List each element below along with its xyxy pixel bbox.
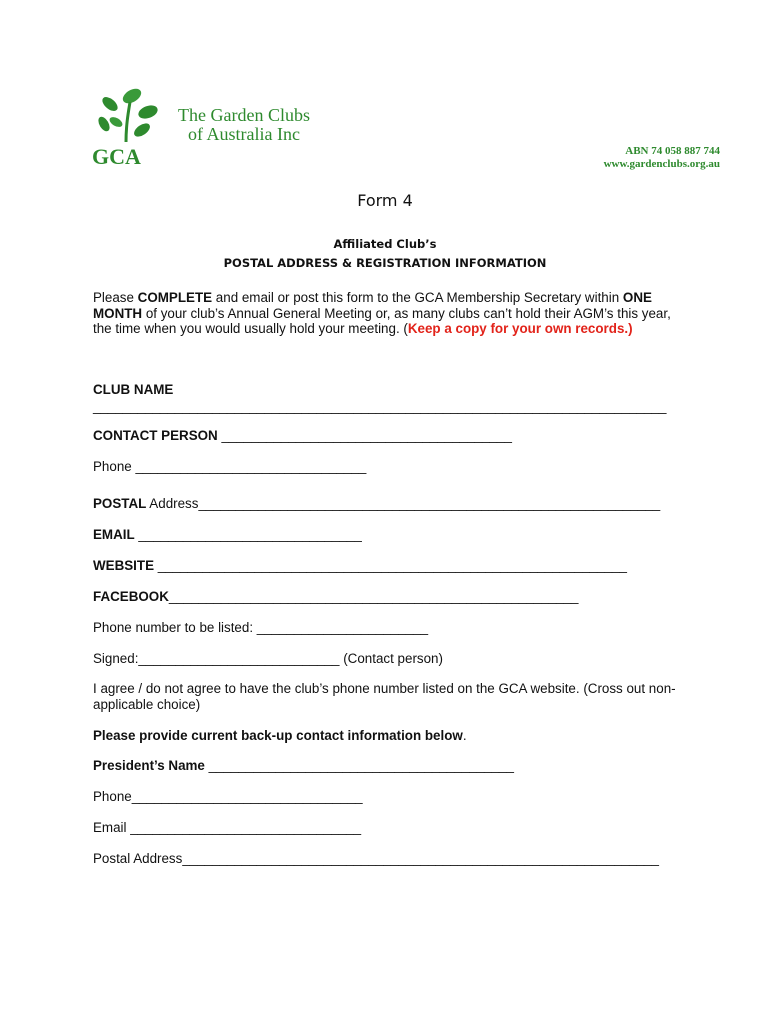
form-subtitle-1: Affiliated Club’s <box>333 237 437 251</box>
backup-phone-label: Phone <box>93 789 132 804</box>
form-subtitle-2: POSTAL ADDRESS & REGISTRATION INFORMATION <box>223 256 547 270</box>
facebook-field[interactable]: _______________________________________________________ <box>168 589 579 604</box>
backup-phone-field[interactable]: _______________________________ <box>131 789 363 804</box>
svg-text:GCA: GCA <box>92 144 141 168</box>
email-row <box>93 527 362 543</box>
signed-suffix: (Contact person) <box>339 651 443 666</box>
website-label: WEBSITE <box>93 558 155 573</box>
intro-paragraph: Please COMPLETE and email or post this form to the GCA Membership Secretary within ONE MONTH of your club’s Annual General Meeting or, as many clubs can’t hold their AGM’s this year, the time when you would usually hold your meeting. (Keep a copy for your own records.) <box>93 290 671 336</box>
org-name <box>178 106 310 144</box>
backup-email-row <box>93 820 361 836</box>
facebook-label: FACEBOOK <box>93 589 169 604</box>
backup-postal-row <box>93 851 659 867</box>
facebook-row <box>93 589 579 605</box>
postal-label-bold: POSTAL <box>93 496 147 511</box>
postal-address-row <box>93 496 660 512</box>
org-name-line1: The Garden Clubs <box>178 105 310 125</box>
website-field[interactable]: _______________________________________________________________ <box>154 558 627 573</box>
backup-phone-row <box>93 789 363 805</box>
contact-person-row <box>93 428 512 444</box>
agree-statement: I agree / do not agree to have the club’s phone number listed on the GCA website. (Cross out non-applicable choice) <box>93 681 676 712</box>
president-label: President’s Name <box>93 758 205 773</box>
email-label: EMAIL <box>93 527 135 542</box>
keep-copy-note: Keep a copy for your own records.) <box>407 321 633 336</box>
president-row <box>93 758 514 774</box>
phone-label: Phone <box>93 459 132 474</box>
phone-listed-row <box>93 620 428 636</box>
org-name-line2: of Australia Inc <box>188 124 300 144</box>
backup-email-label: Email <box>93 820 127 835</box>
contact-person-field[interactable]: _______________________________________ <box>217 428 512 443</box>
abn-number: ABN 74 058 887 744 <box>625 145 720 157</box>
backup-heading-row: Please provide current back-up contact information below. <box>93 728 467 743</box>
postal-label: Address <box>146 496 199 511</box>
backup-heading: Please provide current back-up contact information below <box>93 728 463 743</box>
club-name-label: CLUB NAME <box>93 382 174 397</box>
phone-field[interactable]: _______________________________ <box>131 459 367 474</box>
signed-row <box>93 651 443 667</box>
phone-row <box>93 459 366 475</box>
backup-postal-field[interactable]: ________________________________________________________________ <box>182 851 659 866</box>
signed-label: Signed: <box>93 651 139 666</box>
email-field[interactable]: ______________________________ <box>134 527 362 542</box>
website-row <box>93 558 627 574</box>
phone-listed-label: Phone number to be listed: <box>93 620 254 635</box>
backup-postal-label: Postal Address <box>93 851 183 866</box>
form-title: Form 4 <box>357 191 413 210</box>
gca-logo <box>90 86 170 168</box>
backup-email-field[interactable]: _______________________________ <box>126 820 362 835</box>
website-link[interactable]: www.gardenclubs.org.au <box>603 158 720 170</box>
contact-person-label: CONTACT PERSON <box>93 428 218 443</box>
phone-listed-field[interactable]: _______________________ <box>253 620 429 635</box>
president-field[interactable]: _________________________________________ <box>204 758 514 773</box>
postal-address-field[interactable]: ______________________________________________________________ <box>198 496 661 511</box>
club-name-field[interactable]: _____________________________________________________________________________ <box>93 399 667 414</box>
signed-field[interactable]: ___________________________ <box>138 651 340 666</box>
